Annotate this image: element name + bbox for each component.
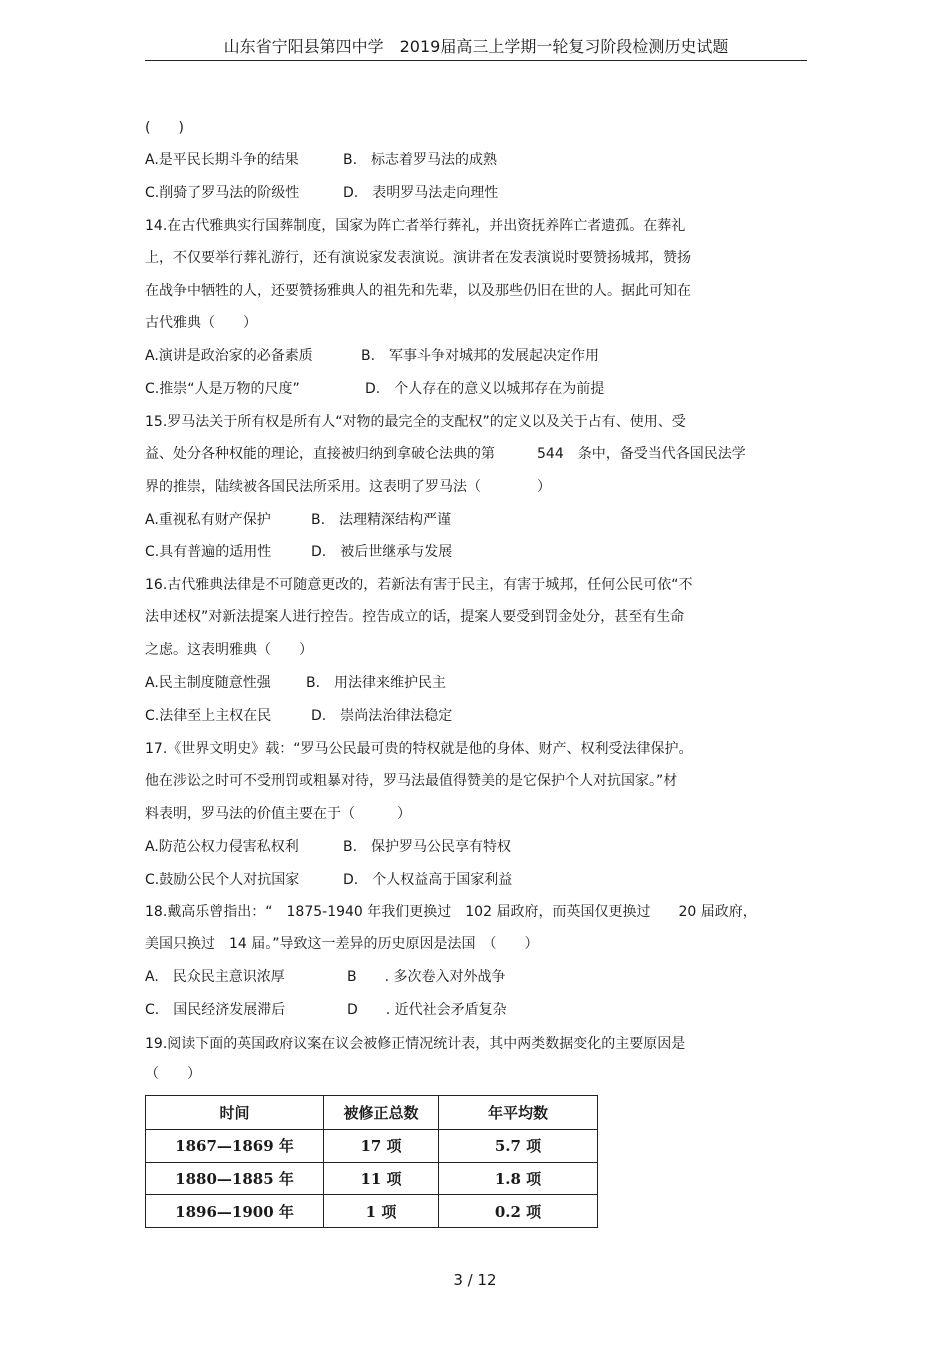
q17-stem-line-2: 他在涉讼之时可不受刑罚或粗暴对待，罗马法最值得赞美的是它保护个人对抗国家。”材 bbox=[145, 773, 678, 789]
table-cell: 11 项 bbox=[324, 1162, 439, 1195]
q14-option-c: C.推崇“人是万物的尺度” bbox=[145, 381, 300, 397]
q18-option-b: B . 多次卷入对外战争 bbox=[347, 969, 506, 985]
table-cell: 1880—1885 年 bbox=[146, 1162, 324, 1195]
table-cell: 1.8 项 bbox=[439, 1162, 598, 1195]
q18-option-c: C. 国民经济发展滞后 bbox=[145, 1002, 286, 1018]
q18-option-a: A. 民众民主意识浓厚 bbox=[145, 969, 285, 985]
table-header-cell: 时间 bbox=[146, 1096, 324, 1130]
q16-option-b: B. 用法律来维护民主 bbox=[306, 675, 447, 691]
table-header-row bbox=[146, 1096, 598, 1130]
q15-option-a: A.重视私有财产保护 bbox=[145, 512, 271, 528]
q14-option-b: B. 军事斗争对城邦的发展起决定作用 bbox=[361, 348, 600, 364]
q14-stem-line-3: 在战争中牺牲的人，还要赞扬雅典人的祖先和先辈，以及那些仍旧在世的人。据此可知在 bbox=[145, 283, 691, 299]
q15-stem-line-1: 15.罗马法关于所有权是所有人“对物的最完全的支配权”的定义以及关于占有、使用、受 bbox=[145, 414, 686, 430]
table-header-cell: 年平均数 bbox=[439, 1096, 598, 1130]
q14-stem-line-1: 14.在古代雅典实行国葬制度，国家为阵亡者举行葬礼，并出资抚养阵亡者遗孤。在葬礼 bbox=[145, 218, 686, 234]
q15-stem-line-3: 界的推崇，陆续被各国民法所采用。这表明了罗马法（ ） bbox=[145, 479, 551, 495]
q14-stem-line-2: 上，不仅要举行葬礼游行，还有演说家发表演说。演讲者在发表演说时要赞扬城邦，赞扬 bbox=[145, 250, 691, 266]
q13-option-a: A.是平民长期斗争的结果 bbox=[145, 152, 299, 168]
q13-option-b: B. 标志着罗马法的成熟 bbox=[343, 152, 498, 168]
q18-option-d: D . 近代社会矛盾复杂 bbox=[347, 1002, 507, 1018]
q18-stem-line-2: 美国只换过 14 届。”导致这一差异的历史原因是法国 （ ） bbox=[145, 936, 539, 952]
q17-option-a: A.防范公权力侵害私权利 bbox=[145, 839, 299, 855]
q14-option-a: A.演讲是政治家的必备素质 bbox=[145, 348, 313, 364]
table-cell: 1867—1869 年 bbox=[146, 1130, 324, 1163]
page-number: 3 / 12 bbox=[453, 1271, 497, 1289]
table-header-cell: 被修正总数 bbox=[324, 1096, 439, 1130]
table-cell: 1 项 bbox=[324, 1195, 439, 1228]
q17-option-b: B. 保护罗马公民享有特权 bbox=[343, 839, 512, 855]
table-row bbox=[146, 1130, 598, 1163]
page-header: 山东省宁阳县第四中学 2019届高三上学期一轮复习阶段检测历史试题 bbox=[145, 34, 807, 61]
table-row bbox=[146, 1195, 598, 1228]
q13-option-d: D. 表明罗马法走向理性 bbox=[343, 185, 499, 201]
q15-option-d: D. 被后世继承与发展 bbox=[311, 544, 453, 560]
q14-stem-line-4: 古代雅典（ ） bbox=[145, 315, 257, 331]
q13-option-c: C.削骑了罗马法的阶级性 bbox=[145, 185, 300, 201]
q16-stem-line-2: 法申述权”对新法提案人进行控告。控告成立的话，提案人要受到罚金处分，甚至有生命 bbox=[145, 609, 685, 625]
q14-option-d: D. 个人存在的意义以城邦存在为前提 bbox=[365, 381, 605, 397]
q13-paren: ( ) bbox=[145, 120, 184, 136]
q16-stem-line-3: 之虑。这表明雅典（ ） bbox=[145, 642, 313, 658]
q16-option-a: A.民主制度随意性强 bbox=[145, 675, 271, 691]
q19-stem-line-1: 19.阅读下面的英国政府议案在议会被修正情况统计表，其中两类数据变化的主要原因是 bbox=[145, 1036, 686, 1052]
q19-statistics-table bbox=[145, 1095, 598, 1228]
q16-option-d: D. 崇尚法治律法稳定 bbox=[311, 708, 453, 724]
q17-option-c: C.鼓励公民个人对抗国家 bbox=[145, 872, 300, 888]
q19-stem-line-2: （ ） bbox=[145, 1066, 201, 1082]
table-cell: 5.7 项 bbox=[439, 1130, 598, 1163]
q17-stem-line-3: 料表明，罗马法的价值主要在于（ ） bbox=[145, 806, 411, 822]
q15-option-b: B. 法理精深结构严谨 bbox=[311, 512, 452, 528]
q18-stem-line-1: 18.戴高乐曾指出：“ 1875-1940 年我们更换过 102 届政府，而英国仅更换过 20 届政府， bbox=[145, 904, 757, 920]
table-row bbox=[146, 1162, 598, 1195]
q15-option-c: C.具有普遍的适用性 bbox=[145, 544, 272, 560]
q17-stem-line-1: 17.《世界文明史》载：“罗马公民最可贵的特权就是他的身体、财产、权利受法律保护。 bbox=[145, 741, 693, 757]
q15-stem-line-2: 益、处分各种权能的理论，直接被归纳到拿破仑法典的第 544 条中，备受当代各国民法学 bbox=[145, 446, 746, 462]
q16-stem-line-1: 16.古代雅典法律是不可随意更改的，若新法有害于民主，有害于城邦，任何公民可依“不 bbox=[145, 577, 693, 593]
table-cell: 1896—1900 年 bbox=[146, 1195, 324, 1228]
q17-option-d: D. 个人权益高于国家利益 bbox=[343, 872, 513, 888]
table-cell: 0.2 项 bbox=[439, 1195, 598, 1228]
table-cell: 17 项 bbox=[324, 1130, 439, 1163]
q16-option-c: C.法律至上主权在民 bbox=[145, 708, 272, 724]
